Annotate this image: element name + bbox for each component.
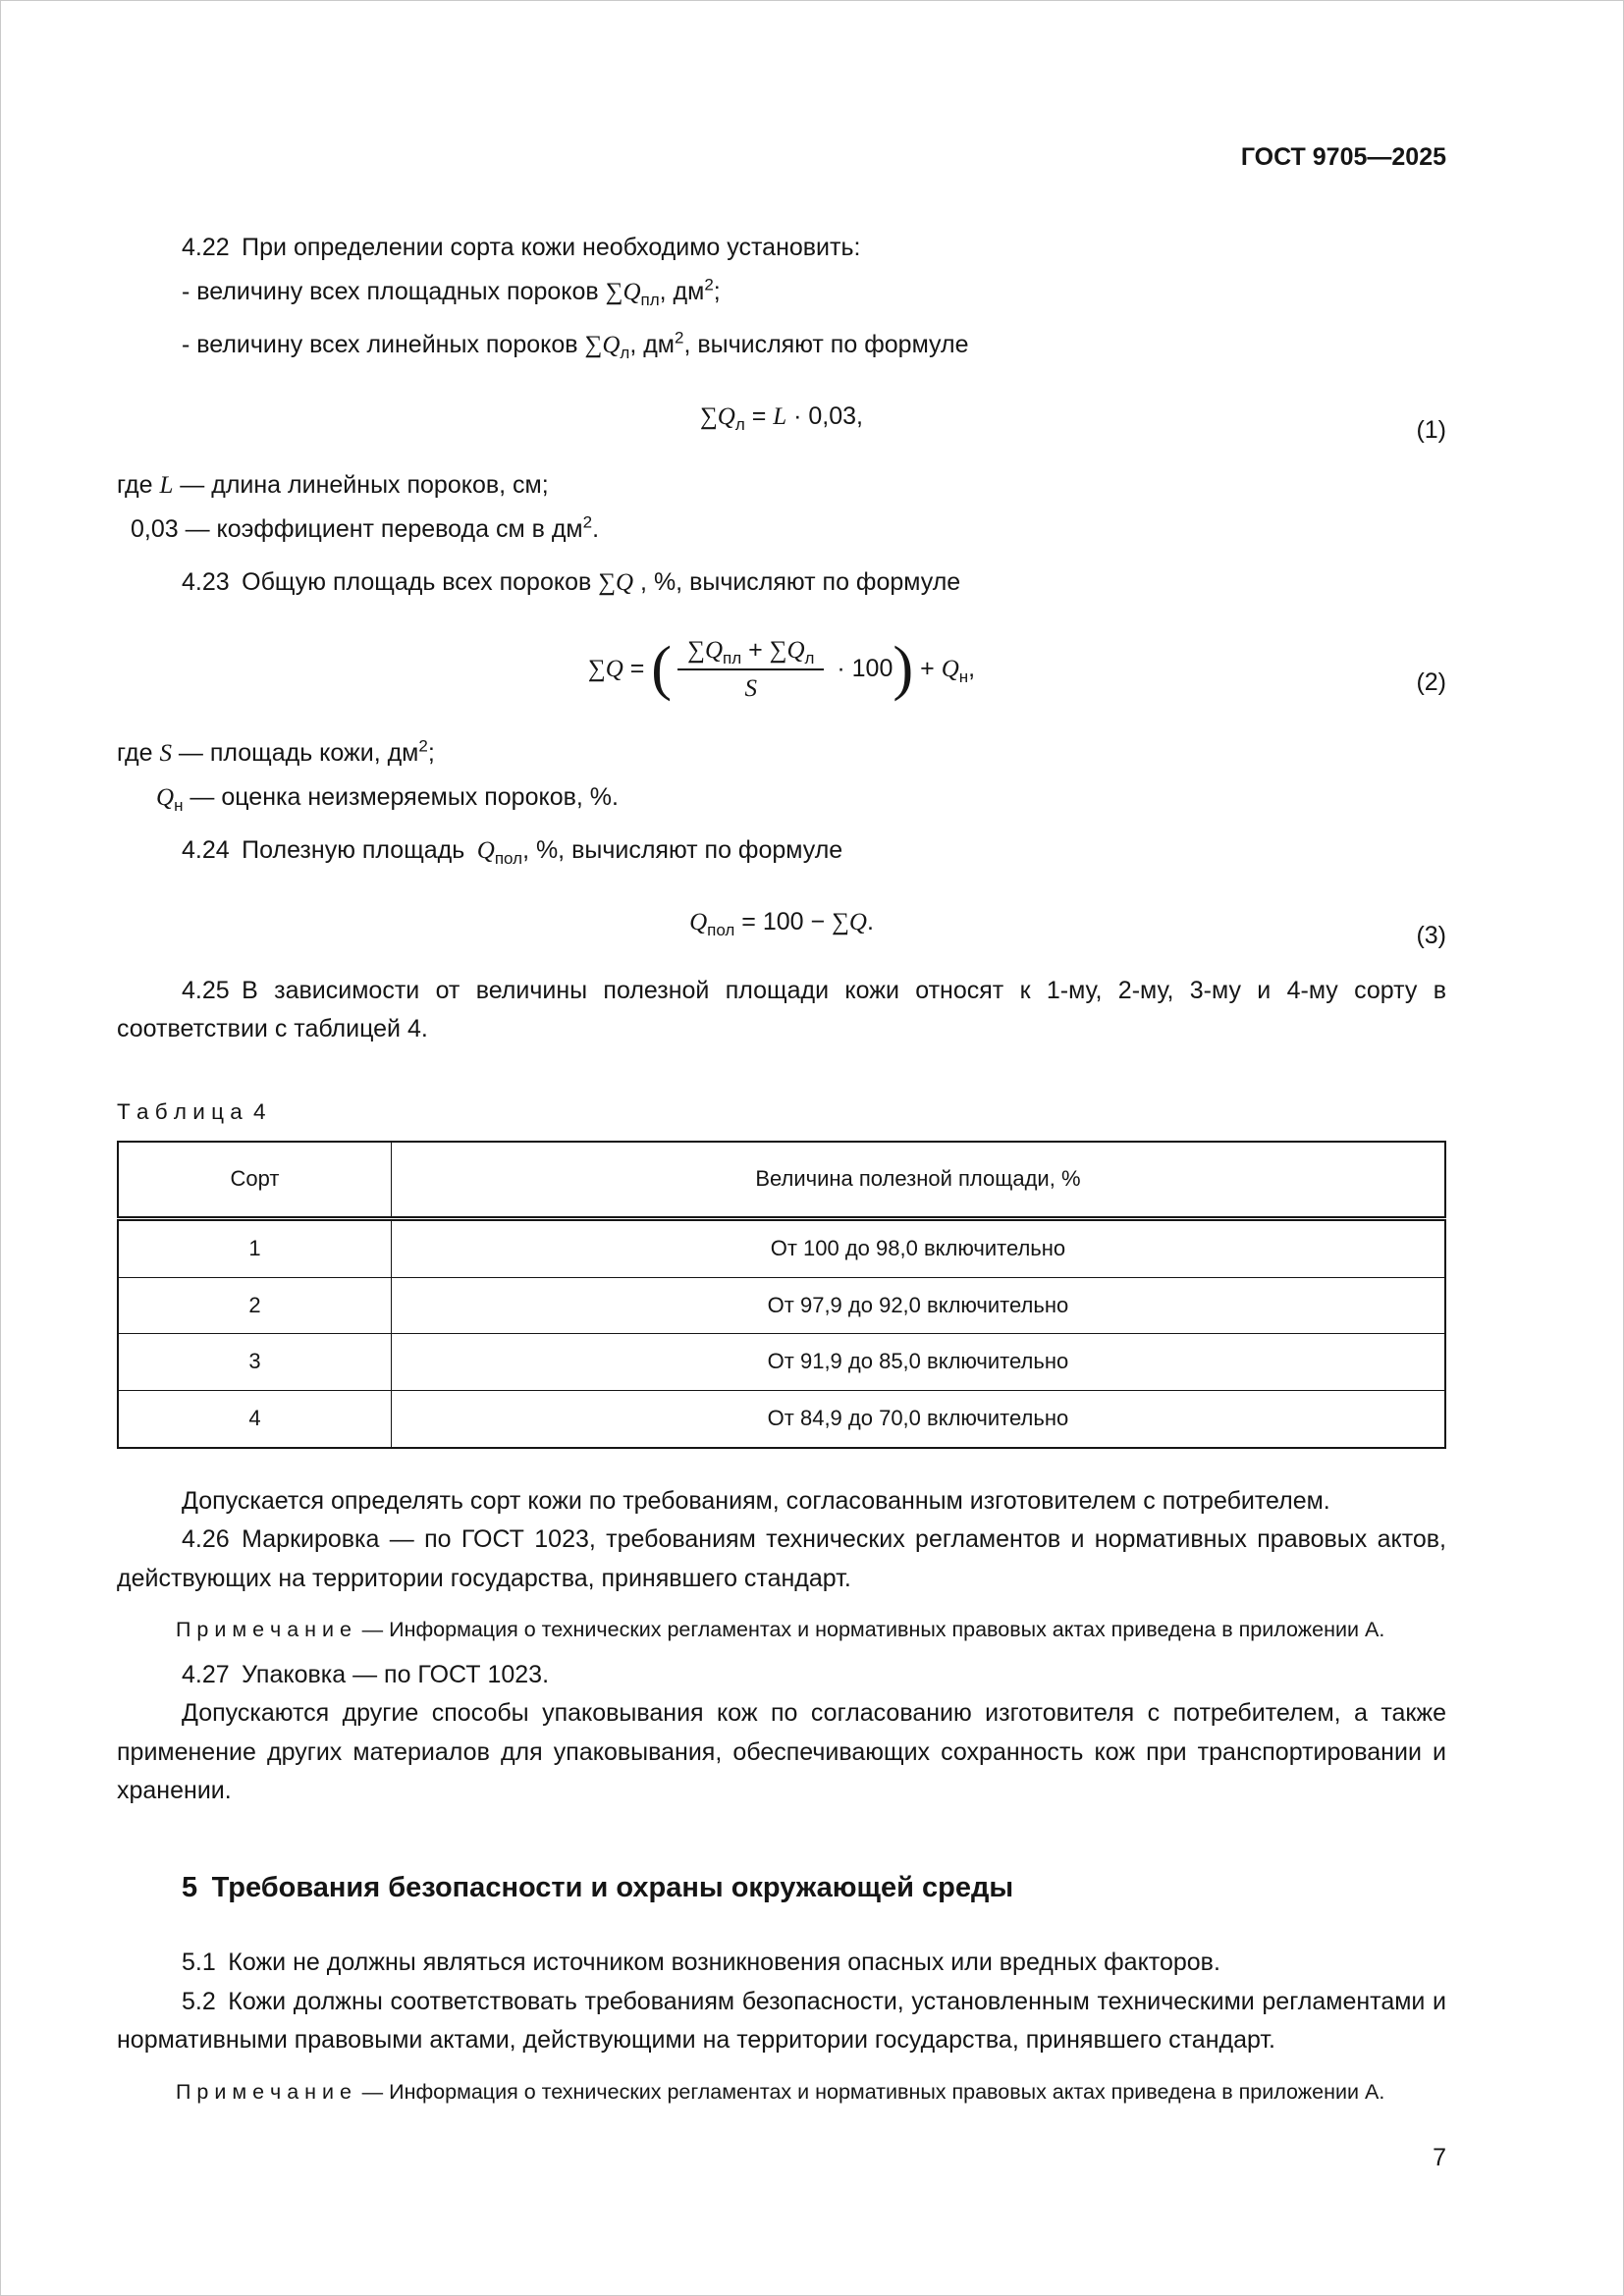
document-body: [117, 229, 1446, 2118]
para-4-26: 4.26 Маркировка — по ГОСТ 1023, требованиям технических регламентов и нормативных правовых актов, действующих на территории государства, принявшего стандарт.: [117, 1525, 1446, 1592]
table-4-caption: Т а б л и ц а 4: [117, 1098, 266, 1124]
document-header: [117, 138, 1446, 178]
formula-3: $Q_{пол} = 100 - \sum Q$. (3): [117, 903, 1446, 942]
close-paren: ): [893, 633, 914, 703]
grade-cell: 3: [118, 1334, 391, 1391]
table-row: [118, 1391, 1445, 1448]
sum-symbol: ∑: [584, 331, 603, 358]
para-4-24: 4.24 Полезную площадь $Q_{пол}$, %, вычисляют по формуле: [182, 835, 843, 868]
sum-symbol: ∑: [832, 909, 849, 935]
para-5-2: 5.2 Кожи должны соответствовать требованиям безопасности, установленным техническими регламентами и нормативными правовыми актами, действующими на территории государства, принявшего стандарт.: [117, 1987, 1446, 2055]
sum-symbol: ∑: [699, 403, 718, 430]
section-5-heading: 5 Требования безопасности и охраны окружающей среды: [182, 1871, 1014, 1903]
range-cell: От 97,9 до 92,0 включительно: [391, 1277, 1445, 1334]
formula-1: $\sum Q_л = L \cdot 0,03$, (1): [117, 398, 1446, 437]
grade-cell: 2: [118, 1277, 391, 1334]
grade-cell: 4: [118, 1391, 391, 1448]
para-4-23: 4.23 Общую площадь всех пороков ∑Q , %, вычисляют по формуле: [182, 567, 961, 596]
where-unmeasured: $Q_н$ — оценка неизмеряемых пороков, %.: [156, 783, 619, 815]
note-2: П р и м е ч а н и е — Информация о технических регламентах и нормативных правовых актах приведена в приложении А.: [176, 2079, 1385, 2104]
note-1: П р и м е ч а н и е — Информация о технических регламентах и нормативных правовых актах приведена в приложении А.: [176, 1618, 1385, 1642]
table-header-row: [118, 1142, 1445, 1218]
formula-2-number: (2): [1416, 668, 1446, 697]
sum-symbol: ∑: [598, 568, 617, 596]
sum-symbol: ∑: [605, 279, 623, 305]
open-paren: (: [651, 633, 673, 703]
range-cell: От 91,9 до 85,0 включительно: [391, 1334, 1445, 1391]
para-4-25: 4.25 В зависимости от величины полезной площади кожи относят к 1-му, 2-му, 3-му и 4-му сорту в соответствии с таблицей 4.: [117, 976, 1446, 1042]
grade-cell: 1: [118, 1218, 391, 1277]
para-5-1: 5.1 Кожи не должны являться источником возникновения опасных или вредных факторов.: [182, 1949, 1220, 1977]
sum-symbol: ∑: [587, 655, 606, 682]
table-row: [118, 1277, 1445, 1334]
para-4-27: 4.27 Упаковка — по ГОСТ 1023.: [182, 1660, 550, 1688]
para-4-22-intro: 4.22 При определении сорта кожи необходимо установить:: [182, 233, 861, 261]
doc-code: ГОСТ 9705—2025: [1240, 143, 1446, 171]
where-area: где S — площадь кожи, $дм^2$;: [117, 736, 435, 767]
where-line-length: где L — длина линейных пороков, см;: [117, 470, 549, 499]
para-allow-sort: Допускается определять сорт кожи по требованиям, согласованным изготовителем с потребителем.: [182, 1486, 1330, 1515]
range-cell: От 84,9 до 70,0 включительно: [391, 1391, 1445, 1448]
column-header-area: Величина полезной площади, %: [391, 1142, 1445, 1218]
formula-2: ∑Q = ( $\frac{\sum Q_{пл} + \sum Q_л}{S}$ · $100) + Q_н$, (2): [117, 635, 1446, 705]
table-row: [118, 1334, 1445, 1391]
table-row: [118, 1218, 1445, 1277]
table-4-wrapper: [117, 1141, 1446, 1449]
para-allow-packaging: Допускаются другие способы упаковывания кож по согласованию изготовителя с потребителем, а также применение других материалов для упаковывания, обеспечивающих сохранность кож при транспортировании и хранении.: [117, 1699, 1446, 1805]
formula-1-number: (1): [1416, 415, 1446, 444]
column-header-grade: Сорт: [118, 1142, 391, 1218]
bullet-area-defects: - величину всех площадных пороков $\sum Q_{пл}$, $дм^2$;: [182, 275, 721, 309]
page-footer: [117, 2139, 1446, 2178]
table-4: [117, 1141, 1446, 1449]
range-cell: От 100 до 98,0 включительно: [391, 1218, 1445, 1277]
fraction: $\frac{\sum Q_{пл} + \sum Q_л}{S}$: [677, 635, 824, 705]
where-coefficient: 0,03 — коэффициент перевода см в $дм^2$.: [131, 512, 600, 543]
formula-3-number: (3): [1416, 921, 1446, 949]
page-number: 7: [1433, 2143, 1446, 2171]
bullet-linear-defects: - величину всех линейных пороков $\sum Q_л$, $дм^2$, вычисляют по формуле: [182, 328, 969, 362]
